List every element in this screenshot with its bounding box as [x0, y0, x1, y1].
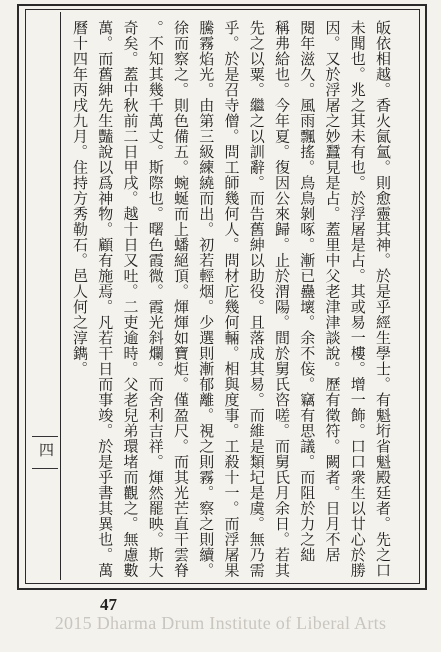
text-column-6: 先之以粟。繼之以訓辭。而告舊紳以助役。且落成其易。而維是類圮是虞。無乃需 — [247, 20, 266, 578]
text-column-7: 乎。於是召寺僧。問工師幾何人。問材庀幾何輛。相與度事。工殺十一。而浮屠果 — [222, 20, 241, 578]
text-column-4: 閱年滋久。風雨飄搖。鳥鳥剝啄。漸已蠱壞。余不侫。竊有思議。而阻於力之絀 — [298, 20, 317, 563]
text-column-1: 皈依相越。香火氤氳。則愈靈其神。於是乎經生學士。有魁垳省魁殿廷者。先之口 — [374, 20, 392, 578]
folio-number: 四 — [37, 442, 55, 457]
text-column-11: 奇矣。蓋中秋前二日甲戌。越十日又吐。二吏逾時。父老兒弟環堵而觀之。無慮數 — [121, 20, 140, 578]
text-column-12: 萬。而舊紳先生豔說以爲神物。顧有施焉。凡若干日而事竣。於是乎書其異也。萬 — [96, 20, 115, 578]
page-number: 47 — [100, 595, 117, 614]
text-column-9: 徐而察之。則色備五。蜿蜒而上蟠絕頂。煇煇如寶炬。僅盈尺。而其光芒直干雲脊 — [172, 20, 190, 578]
watermark-text: 2015 Dharma Drum Institute of Liberal Arts — [54, 613, 387, 633]
text-column-10: 。不知其幾千萬丈。斯際也。曙色霞微。霞光斜爛。而舍利吉祥。煇然罷映。斯大 — [146, 20, 165, 578]
text-column-5: 稱弗給也。今年夏。復因公來歸。止於渭陽。間於舅氏咨嗟。而舅氏月余日。若其 — [273, 20, 291, 578]
text-column-2: 未聞也。兆之其未有也。於浮屠是占。其或易一樓。增一飾。口口衆生以廿心於勝 — [348, 20, 367, 578]
margin-tick — [32, 468, 58, 469]
text-column-8: 騰霧焰光。由第三級練繞而出。初若輕烟。少選則漸郁離。視之則霧。察之則續。 — [197, 20, 216, 578]
left-margin-column — [30, 12, 61, 580]
text-column-13: 曆十四年丙戌九月。住持方秀勒石。邑人何之淳鐫。 — [71, 20, 89, 377]
margin-tick — [32, 436, 58, 437]
text-column-3: 因。又於浮屠之妙蠶見是占。蓋里中父老津津談說。歷有徵符。闕者。日月不居 — [323, 20, 342, 563]
vertical-text-block — [70, 20, 392, 582]
